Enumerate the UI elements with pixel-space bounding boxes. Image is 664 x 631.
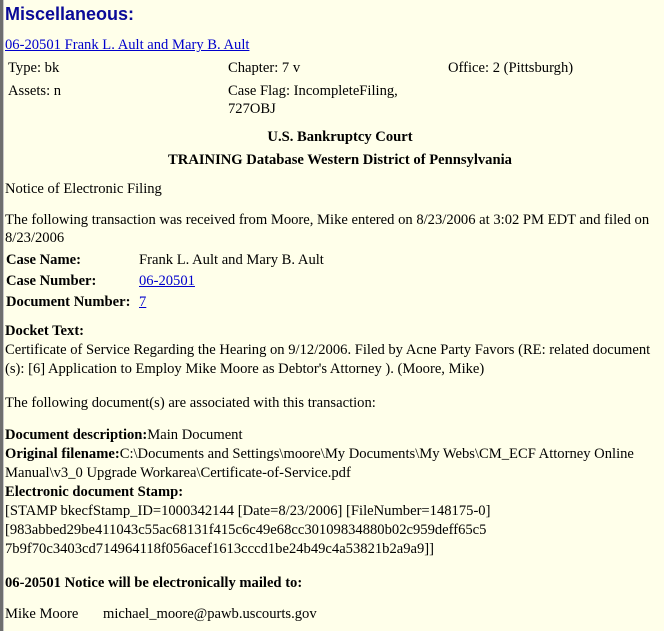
notice-title: Notice of Electronic Filing xyxy=(5,181,162,197)
transaction-text: The following transaction was received from Moore, Mike entered on 8/23/2006 at 3:02 PM EDT and filed on xyxy=(5,212,650,228)
document-number-label: Document Number: xyxy=(6,294,131,310)
case-assets: Assets: n xyxy=(8,83,62,99)
case-flag: Case Flag: IncompleteFiling, xyxy=(228,83,398,99)
original-filename-label: Original filename: xyxy=(5,446,120,462)
case-number-label: Case Number: xyxy=(6,273,97,289)
notice-page xyxy=(5,0,664,631)
document-number-link[interactable]: 7 xyxy=(139,294,147,310)
case-chapter: Chapter: 7 v xyxy=(228,60,301,76)
document-description-value: Main Document xyxy=(147,427,243,443)
document-stamp-line: [983abbed29be411043c55ac68131f415c6c49e68cc30109834880b02c959deff65c5 xyxy=(5,522,487,538)
document-description-label: Document description: xyxy=(5,427,148,443)
court-name: U.S. Bankruptcy Court xyxy=(267,129,413,145)
docket-text: Certificate of Service Regarding the Hearing on 9/12/2006. Filed by Acne Party Favors (RE: related document xyxy=(5,342,651,358)
document-stamp-line: 7b9f70c3403cd714964118f056acef1613cccd1be24b49c4a53821b2a9a9]] xyxy=(5,541,435,557)
case-number-link[interactable]: 06-20501 xyxy=(139,273,195,289)
transaction-text-date: 8/23/2006 xyxy=(5,230,65,246)
document-stamp-line: [STAMP bkecfStamp_ID=1000342144 [Date=8/23/2006] [FileNumber=148175-0] xyxy=(5,503,491,519)
court-database: TRAINING Database Western District of Pennsylvania xyxy=(168,152,512,168)
original-filename-continued: Manual\v3_0 Upgrade Workarea\Certificate-of-Service.pdf xyxy=(5,465,351,481)
case-name-label: Case Name: xyxy=(6,252,81,268)
docket-text-continued: (s): [6] Application to Employ Mike Moore as Debtor's Attorney ). (Moore, Mike) xyxy=(5,361,485,377)
document-description xyxy=(5,427,243,444)
recipient-email: michael_moore@pawb.uscourts.gov xyxy=(103,606,317,622)
document-stamp-label: Electronic document Stamp: xyxy=(5,484,184,500)
window-border-inner xyxy=(3,0,4,631)
original-filename-value: C:\Documents and Settings\moore\My Documents\My Webs\CM_ECF Attorney Online xyxy=(119,446,634,462)
case-flag-continued: 727OBJ xyxy=(228,101,276,117)
case-office: Office: 2 (Pittsburgh) xyxy=(448,60,574,76)
associated-documents-text: The following document(s) are associated with this transaction: xyxy=(5,395,376,411)
case-type: Type: bk xyxy=(8,60,60,76)
case-name-value: Frank L. Ault and Mary B. Ault xyxy=(139,252,324,268)
original-filename xyxy=(5,446,634,463)
recipient-name: Mike Moore xyxy=(5,606,79,622)
mail-notice-heading: 06-20501 Notice will be electronically mailed to: xyxy=(5,575,303,591)
case-link[interactable]: 06-20501 Frank L. Ault and Mary B. Ault xyxy=(5,37,250,53)
docket-text-label: Docket Text: xyxy=(5,323,85,339)
section-title: Miscellaneous: xyxy=(5,4,135,24)
